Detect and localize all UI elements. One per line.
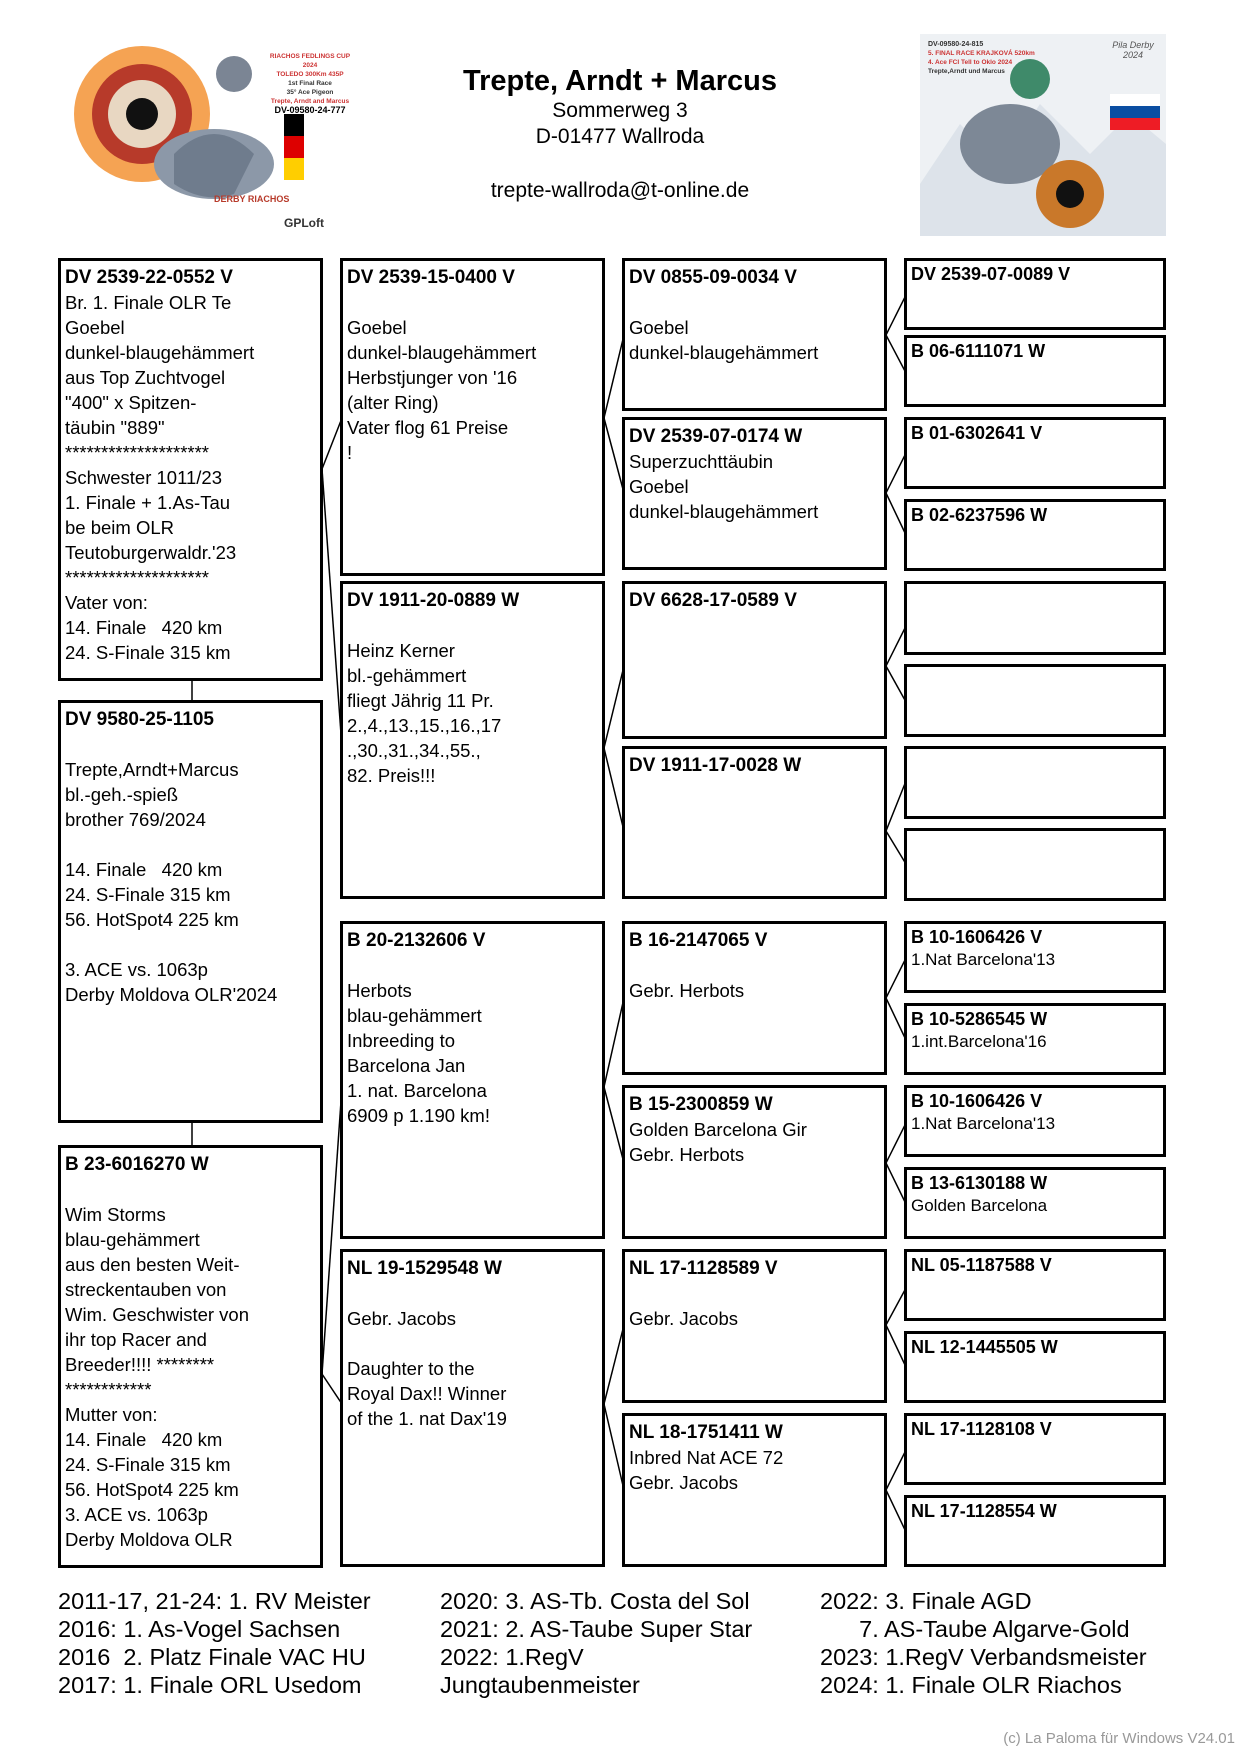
gen2-text-2: Heinz Kerner bl.-gehämmert fliegt Jährig 11 Pr. 2.,4.,13.,15.,16.,17 .,30.,31.,34.,55., 82. Preis!!! <box>347 640 502 786</box>
subject-box[interactable] <box>58 700 323 1123</box>
logo-right-line4: Trepte,Arndt und Marcus <box>928 68 1005 75</box>
logo-left-line2: TOLEDO 300Km 435P <box>276 71 344 78</box>
gen2-text-1: Goebel dunkel-blaugehämmert Herbstjunger von '16 (alter Ring) Vater flog 61 Preise ! <box>347 317 537 463</box>
gen3-text-8: Inbred Nat ACE 72 Gebr. Jacobs <box>629 1447 784 1493</box>
gen4-ring-11: B 10-1606426 V <box>911 1091 1043 1111</box>
gen3-text-1: Goebel dunkel-blaugehämmert <box>629 317 819 363</box>
mother-ring: B 23-6016270 W <box>65 1154 209 1175</box>
gen4-box-16[interactable] <box>904 1495 1166 1567</box>
gen4-text-10: 1.int.Barcelona'16 <box>911 1032 1047 1051</box>
gen2-text-4: Gebr. Jacobs Daughter to the Royal Dax!! Winner of the 1. nat Dax'19 <box>347 1308 507 1429</box>
footer-col-3: 2022: 3. Finale AGD 7. AS-Taube Algarve-Gold 2023: 1.RegV Verbandsmeister 2024: 1. Finale OLR Riachos <box>820 1588 1147 1698</box>
gen2-box-1[interactable] <box>340 258 605 576</box>
subject-ring: DV 9580-25-1105 <box>65 709 214 730</box>
logo-left-line1: RIACHOS FEDLINGS CUP 2024 <box>269 53 351 69</box>
gen4-box-1[interactable] <box>904 258 1166 330</box>
father-ring: DV 2539-22-0552 V <box>65 267 233 288</box>
gen4-ring-6 <box>907 667 1163 669</box>
gen4-ring-14: NL 12-1445505 W <box>911 1337 1058 1357</box>
logo-left-line5: Trepte, Arndt and Marcus <box>270 98 350 105</box>
logo-right-line3: 4. Ace FCI Tell to Oklo 2024 <box>928 59 1013 66</box>
gen4-box-4[interactable] <box>904 499 1166 571</box>
logo-left-brand: GPLoft <box>284 216 324 230</box>
gen4-text-12: Golden Barcelona <box>911 1196 1048 1215</box>
mother-box[interactable] <box>58 1145 323 1568</box>
gen4-box-10[interactable] <box>904 1003 1166 1075</box>
gen3-ring-2: DV 2539-07-0174 W <box>629 426 803 447</box>
gen4-ring-1: DV 2539-07-0089 V <box>911 264 1071 284</box>
logo-right-line2: 5. FINAL RACE KRAJKOVÁ 520km <box>928 50 1035 57</box>
mother-text: Wim Storms blau-gehämmert aus den besten Weit- streckentauben von Wim. Geschwister von ihr top Racer and Breeder!!!! ******** ************ Mutter von: 14. Finale 420 km 24. S-Finale 315 km 56. HotSpot4 225 km 3. ACE vs. 1063p Derby Moldova OLR <box>65 1204 250 1550</box>
gen4-box-3[interactable] <box>904 417 1166 489</box>
gen4-ring-4: B 02-6237596 W <box>911 505 1048 525</box>
gen3-ring-6: B 15-2300859 W <box>629 1094 773 1115</box>
gen4-ring-8 <box>907 831 1163 833</box>
footer-col-2: 2020: 3. AS-Tb. Costa del Sol 2021: 2. AS-Taube Super Star 2022: 1.RegV Jungtaubenmeister <box>440 1588 753 1698</box>
father-text: Br. 1. Finale OLR Te Goebel dunkel-blaugehämmert aus Top Zuchtvogel "400" x Spitzen- täubin "889" ******************** Schwester 1011/23 1. Finale + 1.As-Tau be beim OLR Teutoburgerwaldr.'23 ******************** Vater von: 14. Finale 420 km 24. S-Finale 315 km <box>65 292 255 663</box>
gen2-ring-3: B 20-2132606 V <box>347 930 486 951</box>
gen4-ring-12: B 13-6130188 W <box>911 1173 1048 1193</box>
gen4-text-9: 1.Nat Barcelona'13 <box>911 950 1056 969</box>
subject-text: Trepte,Arndt+Marcus bl.-geh.-spieß brother 769/2024 14. Finale 420 km 24. S-Finale 315 km 56. HotSpot4 225 km 3. ACE vs. 1063p Derby Moldova OLR'2024 <box>65 759 278 1005</box>
gen3-box-7[interactable] <box>622 1249 887 1403</box>
gen4-ring-9: B 10-1606426 V <box>911 927 1043 947</box>
gen4-box-7[interactable] <box>904 746 1166 819</box>
footer-col-1: 2011-17, 21-24: 1. RV Meister 2016: 1. As-Vogel Sachsen 2016 2. Platz Finale VAC HU 2017: 1. Finale ORL Usedom <box>58 1588 371 1698</box>
gen3-ring-3: DV 6628-17-0589 V <box>629 590 797 611</box>
gen3-ring-4: DV 1911-17-0028 W <box>629 755 802 776</box>
gen3-ring-5: B 16-2147065 V <box>629 930 768 951</box>
breeder-city: D-01477 Wallroda <box>535 125 705 148</box>
gen4-ring-7 <box>907 749 1163 751</box>
gen3-text-2: Superzuchttäubin Goebel dunkel-blaugehämmert <box>629 451 819 522</box>
breeder-name: Trepte, Arndt + Marcus <box>463 65 777 97</box>
gen4-box-12[interactable] <box>904 1167 1166 1239</box>
gen4-box-6[interactable] <box>904 664 1166 737</box>
gen3-ring-7: NL 17-1128589 V <box>629 1258 778 1279</box>
gen4-ring-15: NL 17-1128108 V <box>911 1419 1052 1439</box>
gen3-box-2[interactable] <box>622 417 887 570</box>
gen4-text-11: 1.Nat Barcelona'13 <box>911 1114 1056 1133</box>
logo-right-line1: DV-09580-24-815 <box>928 41 984 48</box>
father-box[interactable] <box>58 258 323 681</box>
gen3-text-7: Gebr. Jacobs <box>629 1308 739 1329</box>
gen2-box-4[interactable] <box>340 1249 605 1567</box>
gen4-box-15[interactable] <box>904 1413 1166 1485</box>
gen3-ring-1: DV 0855-09-0034 V <box>629 267 797 288</box>
gen2-ring-1: DV 2539-15-0400 V <box>347 267 515 288</box>
gen4-ring-2: B 06-6111071 W <box>911 341 1046 361</box>
gen4-box-13[interactable] <box>904 1249 1166 1321</box>
breeder-street: Sommerweg 3 <box>552 99 688 122</box>
gen3-box-4[interactable] <box>622 746 887 899</box>
gen4-box-9[interactable] <box>904 921 1166 993</box>
gen4-box-5[interactable] <box>904 581 1166 655</box>
breeder-email: trepte-wallroda@t-online.de <box>490 179 750 202</box>
gen3-text-6: Golden Barcelona Gir Gebr. Herbots <box>629 1119 807 1165</box>
gen2-ring-4: NL 19-1529548 W <box>347 1258 502 1279</box>
gen4-ring-16: NL 17-1128554 W <box>911 1501 1057 1521</box>
copyright: (c) La Paloma für Windows V24.01 <box>1003 1730 1235 1747</box>
gen4-ring-13: NL 05-1187588 V <box>911 1255 1052 1275</box>
gen4-ring-10: B 10-5286545 W <box>911 1009 1048 1029</box>
logo-left-line3: 1st Final Race <box>288 80 332 87</box>
gen4-ring-3: B 01-6302641 V <box>911 423 1043 443</box>
gen2-box-3[interactable] <box>340 921 605 1239</box>
gen3-ring-8: NL 18-1751411 W <box>629 1422 783 1443</box>
logo-left-line6: DV-09580-24-777 <box>274 105 346 115</box>
gen3-box-5[interactable] <box>622 921 887 1075</box>
gen2-ring-2: DV 1911-20-0889 W <box>347 590 520 611</box>
gen3-box-6[interactable] <box>622 1085 887 1239</box>
gen3-box-1[interactable] <box>622 258 887 411</box>
gen3-box-3[interactable] <box>622 581 887 739</box>
logo-left-stamp: DERBY RIACHOS <box>214 194 290 204</box>
gen4-box-8[interactable] <box>904 828 1166 901</box>
gen2-text-3: Herbots blau-gehämmert Inbreeding to Barcelona Jan 1. nat. Barcelona 6909 p 1.190 km! <box>347 980 490 1126</box>
gen4-box-11[interactable] <box>904 1085 1166 1157</box>
logo-left-line4: 35° Ace Pigeon <box>286 89 334 96</box>
gen4-ring-5 <box>907 584 1163 586</box>
gen3-text-5: Gebr. Herbots <box>629 980 745 1001</box>
gen4-box-2[interactable] <box>904 335 1166 407</box>
gen2-box-2[interactable] <box>340 581 605 899</box>
gen4-box-14[interactable] <box>904 1331 1166 1403</box>
gen3-box-8[interactable] <box>622 1413 887 1567</box>
logo-right-brand: Pila Derby 2024 <box>1112 40 1154 60</box>
